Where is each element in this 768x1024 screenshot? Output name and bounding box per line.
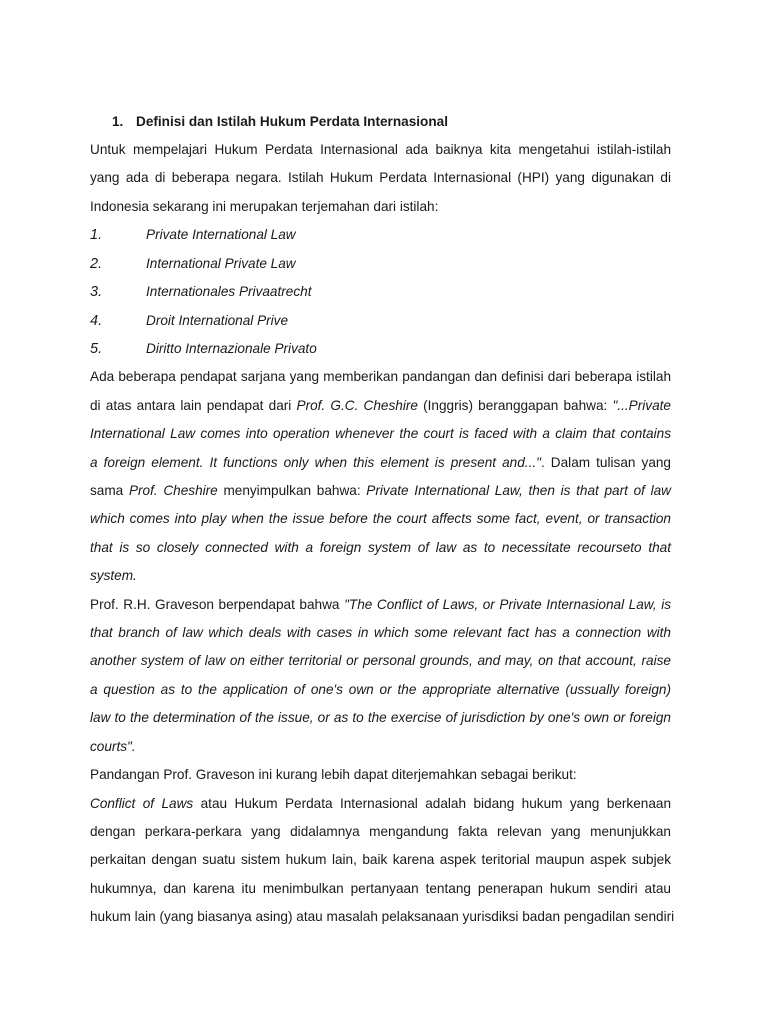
- list-item-number: 1.: [90, 227, 103, 243]
- paragraph-line: [90, 652, 671, 670]
- paragraph-line: [90, 738, 671, 756]
- paragraph-line: Pandangan Prof. Graveson ini kurang lebih dapat diterjemahkan sebagai berikut:: [90, 767, 577, 782]
- paragraph-line: [90, 596, 671, 614]
- paragraph-line: [90, 539, 671, 557]
- quote-text: that is so closely connected with a foreign system of law as to necessitate recourseto that: [90, 540, 671, 555]
- paragraph-line: [90, 454, 671, 472]
- paragraph-line: [90, 567, 671, 585]
- paragraph-line: Ada beberapa pendapat sarjana yang memberikan pandangan dan definisi dari beberapa istilah: [90, 369, 671, 384]
- quote-text: which comes into play when the issue before the court affects some fact, event, or transaction: [90, 511, 671, 526]
- paragraph-line: [90, 709, 671, 727]
- paragraph-line: dengan perkara-perkara yang didalamnya mengandung fakta relevan yang menunjukkan: [90, 824, 671, 839]
- text-run: di atas antara lain pendapat dari: [90, 398, 297, 413]
- text-run: . Dalam tulisan yang: [540, 455, 671, 470]
- author-name: Prof. Cheshire: [128, 483, 218, 498]
- list-item-text: Internationales Privaatrecht: [146, 284, 312, 299]
- text-run: sama: [90, 483, 129, 498]
- paragraph-line: [90, 397, 671, 415]
- paragraph-line: [90, 510, 671, 528]
- text-run: menyimpulkan bahwa:: [217, 483, 367, 498]
- text-run: atau Hukum Perdata Internasional adalah bidang hukum yang berkenaan: [193, 796, 672, 811]
- paragraph-line: [90, 425, 671, 443]
- quote-text: another system of law on either territorial or personal grounds, and may, on that account, raise: [90, 653, 671, 668]
- list-item-number: 5.: [90, 341, 103, 357]
- paragraph-line: [90, 795, 671, 813]
- paragraph-line: [90, 482, 671, 500]
- paragraph-line: hukumnya, dan karena itu menimbulkan pertanyaan tentang penerapan hukum sendiri atau: [90, 881, 671, 896]
- paragraph-line: [90, 681, 671, 699]
- heading-number: 1.: [112, 114, 124, 129]
- paragraph-line: [90, 624, 671, 642]
- quote-text: "...Private: [612, 398, 671, 413]
- paragraph-line: yang ada di beberapa negara. Istilah Hukum Perdata Internasional (HPI) yang digunakan di: [90, 170, 671, 185]
- list-item-text: Diritto Internazionale Privato: [146, 341, 317, 356]
- paragraph-line: hukum lain (yang biasanya asing) atau masalah pelaksanaan yurisdiksi badan pengadilan sendiri: [90, 909, 675, 924]
- quote-text: courts".: [90, 739, 136, 754]
- list-item-number: 3.: [90, 284, 103, 300]
- list-item-number: 2.: [90, 256, 103, 272]
- list-item-text: Droit International Prive: [146, 313, 289, 328]
- list-item-text: Private International Law: [146, 227, 296, 242]
- quote-text: "The Conflict of Laws, or Private Internasional Law, is: [344, 597, 672, 612]
- quote-text: law to the determination of the issue, or as to the exercise of jurisdiction by one's own or foreign: [90, 710, 671, 725]
- quote-text: a foreign element. It functions only when this element is present and...": [90, 455, 541, 470]
- list-item-text: International Private Law: [146, 256, 296, 271]
- term-text: Conflict of Laws: [90, 796, 194, 811]
- paragraph-line: Indonesia sekarang ini merupakan terjemahan dari istilah:: [90, 199, 439, 214]
- heading-title: Definisi dan Istilah Hukum Perdata Internasional: [136, 114, 448, 129]
- quote-text: a question as to the application of one's own or the appropriate alternative (ussually foreign): [90, 682, 671, 697]
- quote-text: Private International Law, then is that part of law: [366, 483, 671, 498]
- quote-text: International Law comes into operation whenever the court is faced with a claim that contains: [90, 426, 671, 441]
- author-name: Prof. G.C. Cheshire: [296, 398, 418, 413]
- text-run: Prof. R.H. Graveson berpendapat bahwa: [90, 597, 345, 612]
- quote-text: system.: [90, 568, 137, 583]
- paragraph-line: Untuk mempelajari Hukum Perdata Internasional ada baiknya kita mengetahui istilah-istilah: [90, 142, 671, 157]
- paragraph-line: perkaitan dengan suatu sistem hukum lain, baik karena aspek teritorial maupun aspek subjek: [90, 852, 671, 867]
- quote-text: that branch of law which deals with cases in which some relevant fact has a connection with: [90, 625, 671, 640]
- text-run: (Inggris) beranggapan bahwa:: [417, 398, 613, 413]
- list-item-number: 4.: [90, 313, 103, 329]
